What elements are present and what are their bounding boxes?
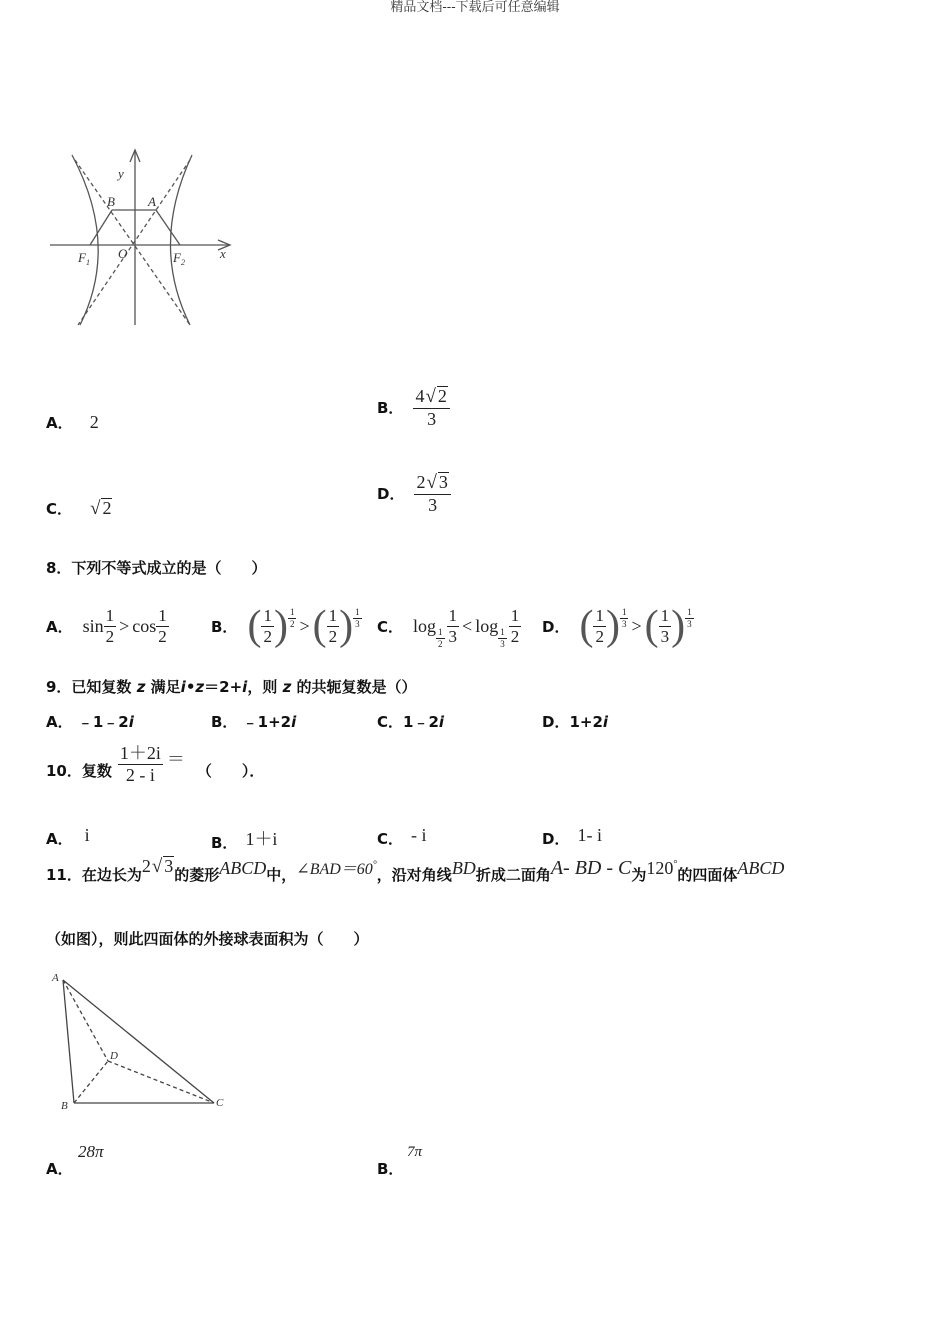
vertex-c-label: C (216, 1097, 224, 1109)
vertex-a-label: A (52, 972, 59, 984)
right-branch (170, 155, 192, 325)
q7-option-d[interactable] (377, 472, 451, 515)
y-label: y (118, 166, 124, 181)
q9-option-b[interactable]: B． ﹣1+2i (211, 713, 297, 731)
q9-stem: 9．已知复数 z 满足i•z＝2+i，则 z 的共轭复数是（） (46, 678, 417, 696)
vertex-d-label: D (110, 1050, 118, 1062)
q9-option-c[interactable]: C．1﹣2i (377, 713, 445, 731)
q11-option-b[interactable]: B． 7π (377, 1144, 423, 1178)
option-expr: ( $\frac{1}{2}$ ) $\frac{1}{2}$ > ( $\frac{1}{2}$ ) $\frac{1}{3}$ (247, 603, 360, 649)
q11-stem-line2: （如图），则此四面体的外接球表面积为（ ） (46, 930, 369, 948)
option-expr: ( $\frac{1}{2}$ ) $\frac{1}{3}$ > ( $\frac{1}{3}$ ) $\frac{1}{3}$ (579, 603, 692, 649)
fraction: $\frac{4√ 2}{3}$ (413, 386, 449, 429)
edge-ac (63, 980, 214, 1103)
option-label: D． (542, 617, 570, 636)
f1-label: $F_1$ (78, 250, 90, 267)
q8-option-b[interactable] (211, 600, 362, 652)
q10-fraction: $\frac{1+2i}{2 - i}$ (119, 742, 161, 785)
option-value: 2 (89, 412, 99, 432)
point-a-label: A (148, 194, 156, 209)
option-label: A． (46, 414, 73, 432)
q9-option-a[interactable]: A． ﹣1﹣2i (46, 713, 134, 731)
option-label: C． (46, 500, 73, 518)
q7-option-c[interactable] (46, 498, 112, 520)
q10-option-d[interactable]: D． 1- i (542, 825, 602, 848)
vertex-b-label: B (61, 1100, 68, 1112)
q10-stem: 10．复数 $\frac{1+2i}{2 - i}$ ＝ （ ）． (46, 742, 265, 785)
q11-option-a[interactable]: A． 28π (46, 1142, 104, 1178)
option-label: A． (46, 617, 73, 636)
f2-label: $F_2$ (173, 250, 185, 267)
q8-stem: 8．下列不等式成立的是（ ） (46, 559, 267, 577)
edge-ab (63, 980, 74, 1103)
option-label: B． (211, 617, 238, 636)
page-header: 精品文档---下载后可任意编辑 (390, 0, 560, 15)
segment-af2 (156, 210, 180, 245)
option-label: C． (377, 617, 404, 636)
q7-option-b[interactable] (377, 386, 450, 429)
option-expr: sin $\frac{1}{2}$ > cos $\frac{1}{2}$ (82, 605, 167, 646)
q8-option-c[interactable] (377, 600, 521, 652)
tetrahedron-figure (46, 965, 236, 1115)
option-label: B． (377, 399, 404, 418)
option-label: D． (377, 485, 405, 504)
q10-option-b[interactable]: B． 1＋i (211, 829, 278, 852)
q8-option-a[interactable] (46, 603, 169, 649)
q7-option-a[interactable] (46, 412, 99, 433)
x-label: x (220, 246, 226, 261)
hyperbola-figure (40, 100, 240, 330)
q10-option-c[interactable]: C． - i (377, 825, 427, 848)
fraction: $\frac{2√ 3}{3}$ (414, 472, 450, 515)
option-expr: log $\frac{1}{2}$ $\frac{1}{3}$ < log $\frac{1}{3}$ $\frac{1}{2}$ (413, 605, 520, 649)
point-b-label: B (107, 194, 115, 209)
edge-bd (74, 1061, 108, 1103)
option-value: √ 2 (90, 498, 112, 519)
left-branch (72, 155, 98, 325)
q10-option-a[interactable]: A． i (46, 825, 90, 848)
origin-label: O (118, 246, 128, 261)
edge-dc (108, 1061, 214, 1103)
q11-stem-line1: 11．在边长为 2√ 3 的菱形 ABCD 中， ∠BAD＝60° ，沿对角线 BD 折成二面角 A- BD - C 为 120° 的四面体 ABCD (46, 856, 785, 884)
q8-option-d[interactable] (542, 600, 694, 652)
segment-f1b (90, 210, 112, 245)
q9-option-d[interactable]: D．1+2i (542, 713, 609, 731)
